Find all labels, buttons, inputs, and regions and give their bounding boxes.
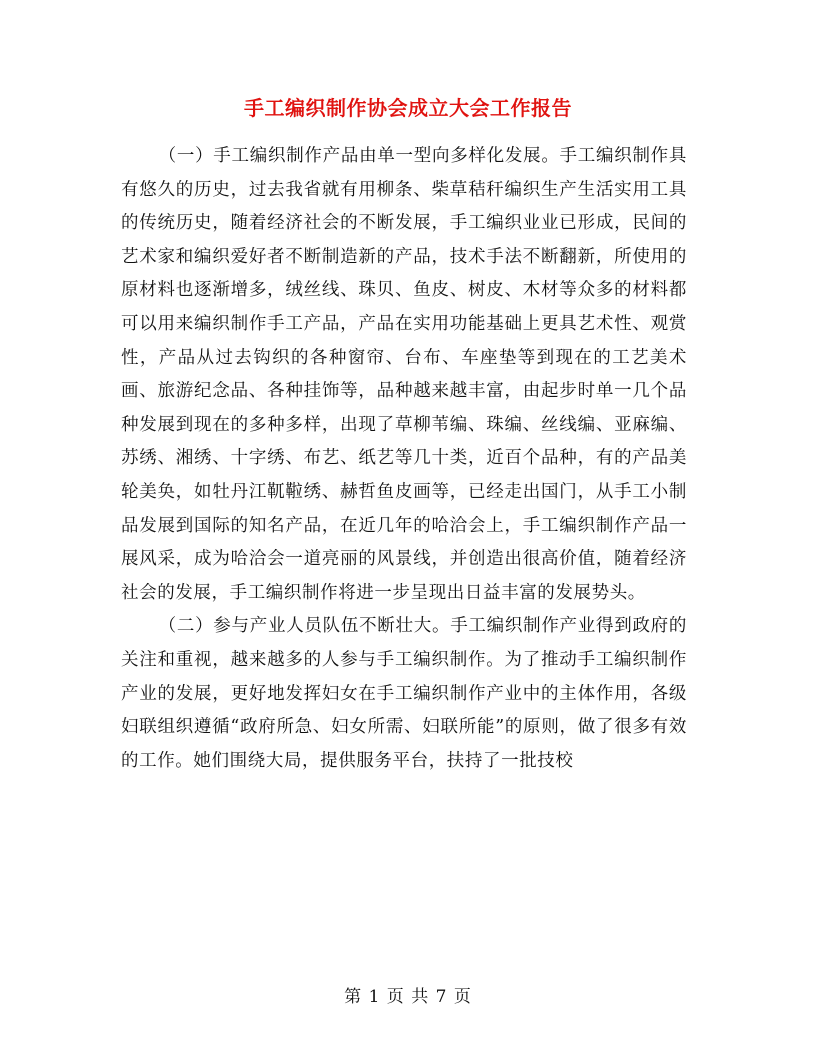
page-number-footer: 第 1 页 共 7 页 [344, 987, 472, 1007]
document-body [121, 140, 687, 778]
paragraph-2: （二）参与产业人员队伍不断壮大。手工编织制作产业得到政府的关注和重视，越来越多的人参与手工编织制作。为了推动手工编织制作产业的发展，更好地发挥妇女在手工编织制作产业中的主体作用，各级妇联组织遵循“政府所急、妇女所需、妇联所能”的原则，做了很多有效的工作。她们围绕大局，提供服务平台，扶持了一批技校 [121, 616, 687, 771]
paragraph-1: （一）手工编织制作产品由单一型向多样化发展。手工编织制作具有悠久的历史，过去我省就有用柳条、柴草秸秆编织生产生活实用工具的传统历史，随着经济社会的不断发展，手工编织业业已形成，民间的艺术家和编织爱好者不断制造新的产品，技术手法不断翻新，所使用的原材料也逐渐增多，绒丝线、珠贝、鱼皮、树皮、木材等众多的材料都可以用来编织制作手工产品，产品在实用功能基础上更具艺术性、观赏性，产品从过去钩织的各种窗帘、台布、车座垫等到现在的工艺美术画、旅游纪念品、各种挂饰等，品种越来越丰富，由起步时单一几个品种发展到现在的多种多样，出现了草柳苇编、珠编、丝线编、亚麻编、苏绣、湘绣、十字绣、布艺、纸艺等几十类，近百个品种，有的产品美轮美奂，如牡丹江靰鞡绣、赫哲鱼皮画等，已经走出国门，从手工小制品发展到国际的知名产品，在近几年的哈洽会上，手工编织制作产品一展风采，成为哈洽会一道亮丽的风景线，并创造出很高价值，随着经济社会的发展，手工编织制作将进一步呈现出日益丰富的发展势头。 [121, 146, 687, 603]
document-title: 手工编织制作协会成立大会工作报告 [244, 96, 572, 120]
